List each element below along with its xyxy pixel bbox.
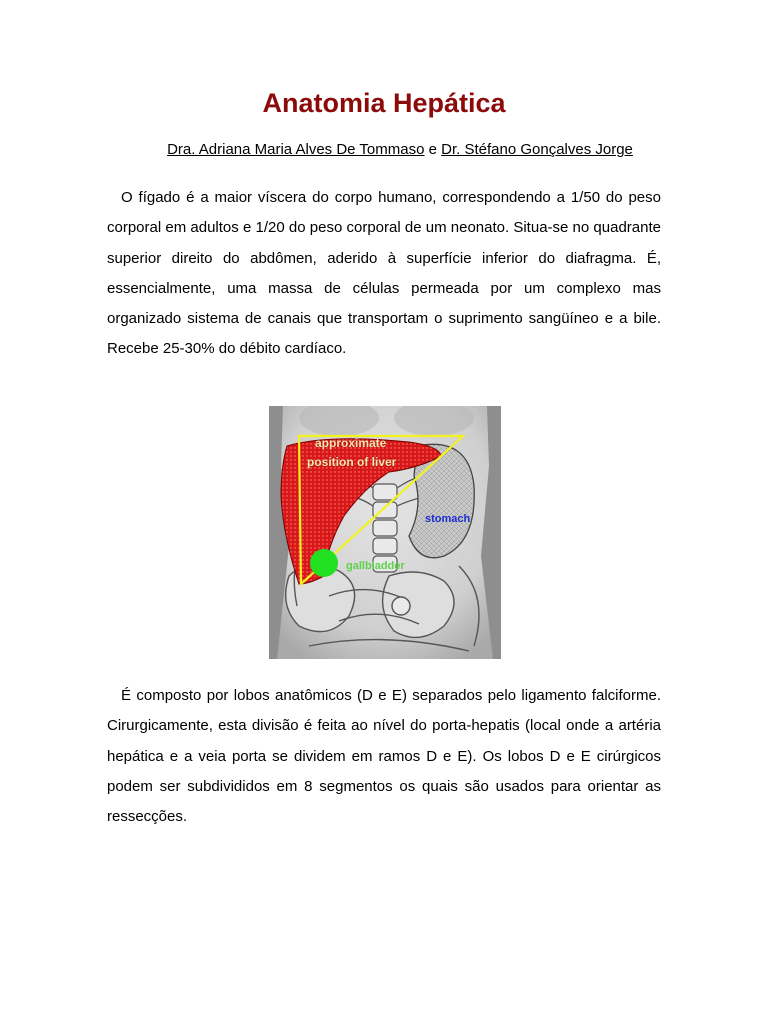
stomach-label: stomach (425, 513, 471, 525)
authors-line (0, 141, 768, 158)
liver-label-line2: position of liver (307, 455, 397, 469)
author-link-1[interactable]: Dra. Adriana Maria Alves De Tommaso (167, 141, 425, 158)
paragraph-intro: O fígado é a maior víscera do corpo humano, correspondendo a 1/50 do peso corporal em adultos e 1/20 do peso corporal de um neonato. Situa-se no quadrante superior direito do abdômen, aderido à superfície inferior do diafragma. É, essencialmente, uma massa de células permeada por um complexo mas organizado sistema de canais que transportam o suprimento sangüíneo e a bile. Recebe 25-30% do débito cardíaco. (107, 189, 661, 358)
gallbladder-label: gallbladder (346, 560, 405, 572)
document-title: Anatomia Hepática (262, 88, 506, 118)
author-link-2[interactable]: Dr. Stéfano Gonçalves Jorge (441, 141, 633, 158)
authors-separator: e (428, 141, 437, 158)
paragraph-lobes: É composto por lobos anatômicos (D e E) separados pelo ligamento falciforme. Cirurgicamente, esta divisão é feita ao nível do porta-hepatis (local onde a artéria hepática e a veia porta se dividem em ramos D e E). Os lobos D e E cirúrgicos podem ser subdivididos em 8 segmentos os quais são usados para orientar as ressecções. (107, 687, 661, 826)
liver-position-figure (269, 406, 501, 659)
liver-label-line1: approximate (315, 436, 387, 450)
